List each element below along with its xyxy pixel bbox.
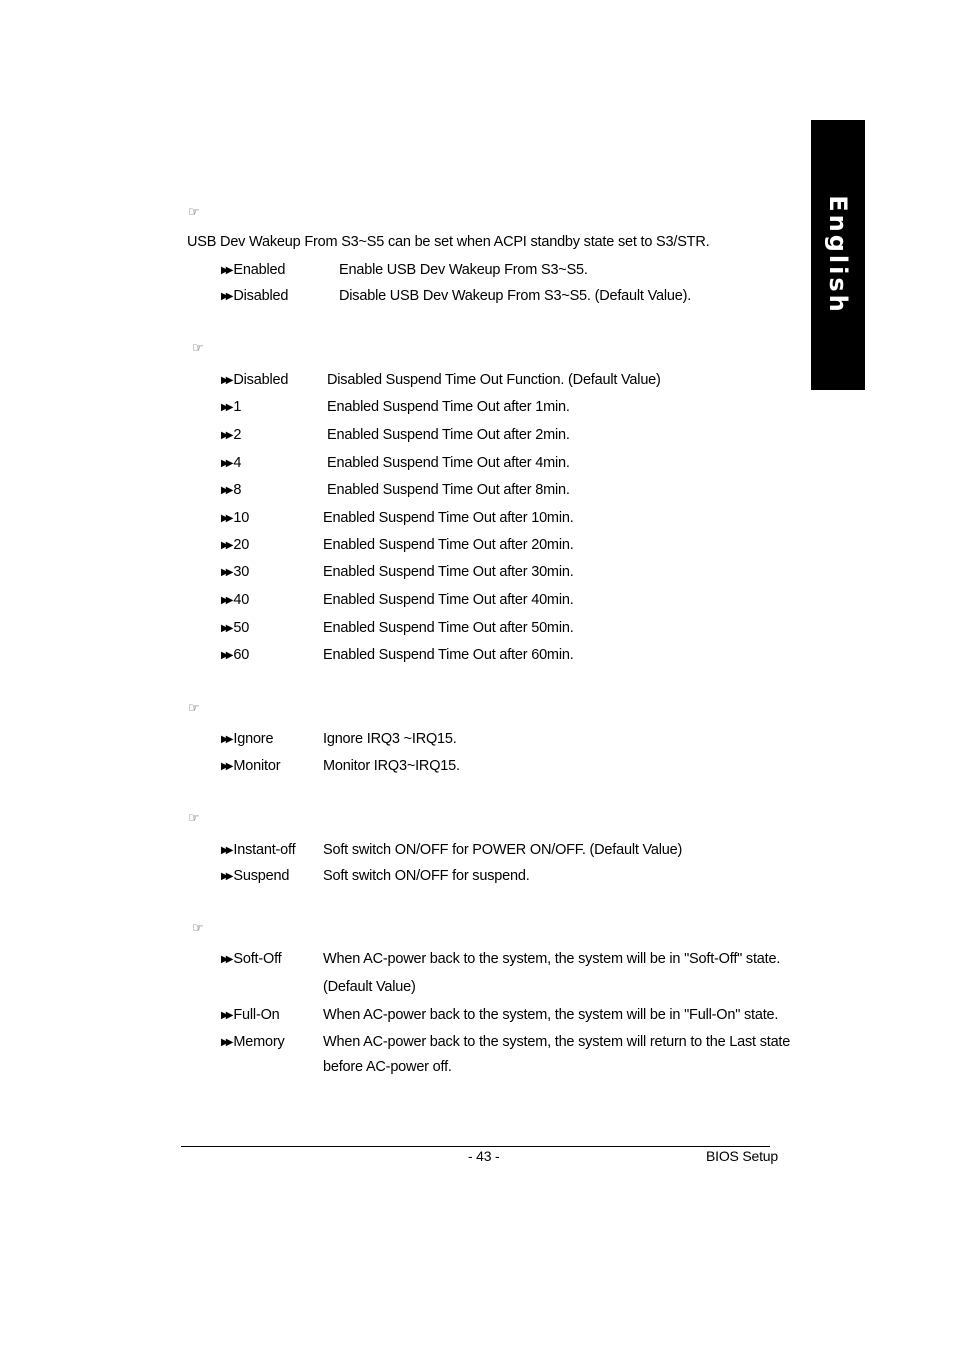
option-desc: Enabled Suspend Time Out after 50min. xyxy=(323,620,574,636)
option-label: ▶▶ 8 xyxy=(221,482,242,498)
option-label: ▶▶ 30 xyxy=(221,564,250,580)
option-label: ▶▶ 10 xyxy=(221,510,250,526)
double-arrow-icon: ▶▶ xyxy=(221,485,231,496)
double-arrow-icon: ▶▶ xyxy=(221,845,231,856)
option-desc: Enabled Suspend Time Out after 40min. xyxy=(323,592,574,608)
option-label: ▶▶ 1 xyxy=(221,399,242,415)
option-label: ▶▶ 50 xyxy=(221,620,250,636)
double-arrow-icon: ▶▶ xyxy=(221,1037,231,1048)
side-tab-label: English xyxy=(824,195,852,315)
option-desc: Enabled Suspend Time Out after 4min. xyxy=(327,455,570,471)
option-label: ▶▶ Full-On xyxy=(221,1007,280,1023)
option-label: ▶▶ Instant-off xyxy=(221,842,296,858)
footer-title: BIOS Setup xyxy=(706,1148,778,1164)
pointing-hand-icon: ☞ xyxy=(188,810,200,825)
option-label: ▶▶ Soft-Off xyxy=(221,951,282,967)
double-arrow-icon: ▶▶ xyxy=(221,761,231,772)
option-desc-continued: before AC-power off. xyxy=(323,1059,452,1075)
option-desc: Disabled Suspend Time Out Function. (Default Value) xyxy=(327,372,661,388)
double-arrow-icon: ▶▶ xyxy=(221,623,231,634)
double-arrow-icon: ▶▶ xyxy=(221,595,231,606)
option-desc: Enabled Suspend Time Out after 60min. xyxy=(323,647,574,663)
option-desc: Monitor IRQ3~IRQ15. xyxy=(323,758,460,774)
option-label: ▶▶ Disabled xyxy=(221,372,289,388)
double-arrow-icon: ▶▶ xyxy=(221,540,231,551)
option-desc: Enabled Suspend Time Out after 8min. xyxy=(327,482,570,498)
option-desc: Enabled Suspend Time Out after 30min. xyxy=(323,564,574,580)
option-label: ▶▶ 60 xyxy=(221,647,250,663)
pointing-hand-icon: ☞ xyxy=(188,204,200,219)
option-desc: Enabled Suspend Time Out after 20min. xyxy=(323,537,574,553)
double-arrow-icon: ▶▶ xyxy=(221,1010,231,1021)
option-desc: Enabled Suspend Time Out after 1min. xyxy=(327,399,570,415)
page-number: - 43 - xyxy=(468,1148,500,1164)
option-desc: When AC-power back to the system, the system will be in "Full-On" state. xyxy=(323,1007,779,1023)
option-desc: Soft switch ON/OFF for POWER ON/OFF. (Default Value) xyxy=(323,842,683,858)
option-desc: Enable USB Dev Wakeup From S3~S5. xyxy=(339,262,588,278)
option-label: ▶▶ Disabled xyxy=(221,288,289,304)
option-label: ▶▶ Suspend xyxy=(221,868,290,884)
option-desc: When AC-power back to the system, the system will return to the Last state xyxy=(323,1034,791,1050)
double-arrow-icon: ▶▶ xyxy=(221,650,231,661)
option-label: ▶▶ 20 xyxy=(221,537,250,553)
option-desc: When AC-power back to the system, the system will be in "Soft-Off" state. xyxy=(323,951,781,967)
double-arrow-icon: ▶▶ xyxy=(221,567,231,578)
option-desc: Enabled Suspend Time Out after 2min. xyxy=(327,427,570,443)
double-arrow-icon: ▶▶ xyxy=(221,430,231,441)
option-desc-continued: (Default Value) xyxy=(323,979,416,995)
option-label: ▶▶ 40 xyxy=(221,592,250,608)
side-tab xyxy=(811,120,865,390)
pointing-hand-icon: ☞ xyxy=(188,700,200,715)
double-arrow-icon: ▶▶ xyxy=(221,265,231,276)
option-label: ▶▶ Ignore xyxy=(221,731,274,747)
option-label: ▶▶ 4 xyxy=(221,455,242,471)
option-label: ▶▶ Monitor xyxy=(221,758,281,774)
double-arrow-icon: ▶▶ xyxy=(221,291,231,302)
double-arrow-icon: ▶▶ xyxy=(221,375,231,386)
option-desc: Ignore IRQ3 ~IRQ15. xyxy=(323,731,457,747)
intro-text: USB Dev Wakeup From S3~S5 can be set when ACPI standby state set to S3/STR. xyxy=(187,234,710,250)
option-desc: Disable USB Dev Wakeup From S3~S5. (Default Value). xyxy=(339,288,692,304)
double-arrow-icon: ▶▶ xyxy=(221,954,231,965)
option-desc: Enabled Suspend Time Out after 10min. xyxy=(323,510,574,526)
option-desc: Soft switch ON/OFF for suspend. xyxy=(323,868,530,884)
option-label: ▶▶ Memory xyxy=(221,1034,285,1050)
option-label: ▶▶ Enabled xyxy=(221,262,286,278)
double-arrow-icon: ▶▶ xyxy=(221,458,231,469)
double-arrow-icon: ▶▶ xyxy=(221,513,231,524)
pointing-hand-icon: ☞ xyxy=(192,340,204,355)
option-label: ▶▶ 2 xyxy=(221,427,242,443)
pointing-hand-icon: ☞ xyxy=(192,920,204,935)
double-arrow-icon: ▶▶ xyxy=(221,734,231,745)
double-arrow-icon: ▶▶ xyxy=(221,871,231,882)
double-arrow-icon: ▶▶ xyxy=(221,402,231,413)
